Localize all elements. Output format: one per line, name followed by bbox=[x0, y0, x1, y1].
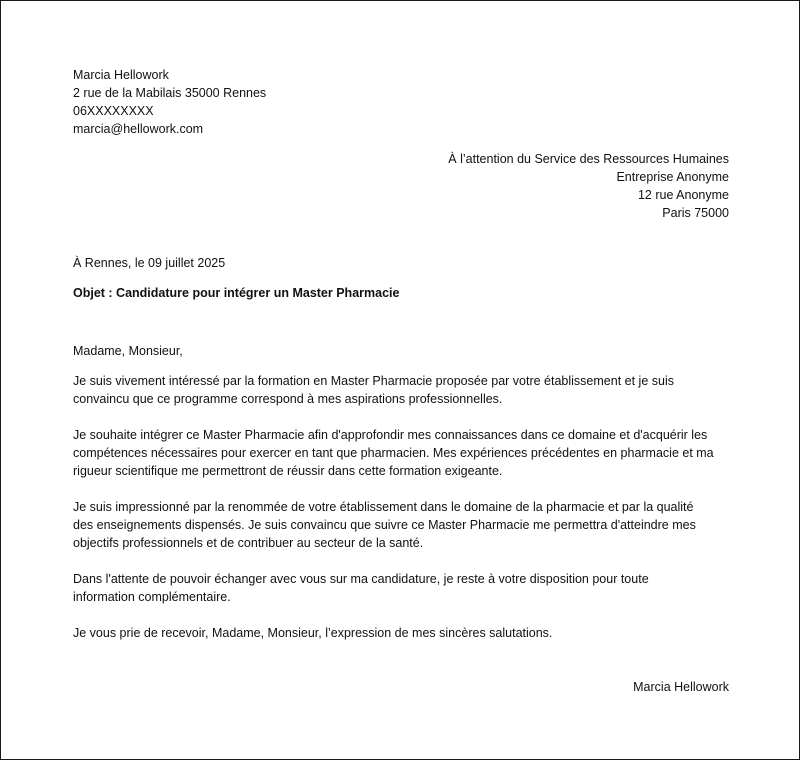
recipient-street: 12 rue Anonyme bbox=[637, 188, 729, 202]
paragraph-line: Je suis impressionné par la renommée de votre établissement dans le domaine de la pharmacie et par la qualité bbox=[73, 500, 694, 514]
sender-phone: 06XXXXXXXX bbox=[73, 104, 154, 118]
paragraph-line: information complémentaire. bbox=[73, 590, 231, 604]
paragraph-line: compétences nécessaires pour exercer en tant que pharmacien. Mes expériences précédentes en pharmacie et ma bbox=[73, 446, 714, 460]
paragraph-line: Dans l'attente de pouvoir échanger avec vous sur ma candidature, je reste à votre disposition pour toute bbox=[73, 572, 649, 586]
paragraph-line: rigueur scientifique me permettront de réussir dans cette formation exigeante. bbox=[73, 464, 503, 478]
recipient-attention: À l’attention du Service des Ressources Humaines bbox=[448, 152, 729, 166]
sender-name: Marcia Hellowork bbox=[73, 68, 169, 82]
sender-address: 2 rue de la Mabilais 35000 Rennes bbox=[73, 86, 267, 100]
body-paragraph bbox=[73, 372, 729, 408]
subject-line: Objet : Candidature pour intégrer un Master Pharmacie bbox=[73, 286, 400, 300]
paragraph-line: objectifs professionnels et de contribuer au secteur de la santé. bbox=[73, 536, 424, 550]
date-line: À Rennes, le 09 juillet 2025 bbox=[73, 256, 226, 270]
body-paragraph bbox=[73, 426, 729, 480]
paragraph-line: Je souhaite intégrer ce Master Pharmacie afin d'approfondir mes connaissances dans ce domaine et d'acquérir les bbox=[73, 428, 708, 442]
salutation: Madame, Monsieur, bbox=[73, 344, 183, 358]
paragraph-line: convaincu que ce programme correspond à mes aspirations professionnelles. bbox=[73, 392, 503, 406]
recipient-city: Paris 75000 bbox=[662, 206, 729, 220]
paragraph-line: des enseignements dispensés. Je suis convaincu que suivre ce Master Pharmacie me permettra d'atteindre mes bbox=[73, 518, 696, 532]
closing-paragraph bbox=[73, 624, 729, 642]
body-paragraph bbox=[73, 498, 729, 552]
paragraph-line: Je vous prie de recevoir, Madame, Monsieur, l’expression de mes sincères salutations. bbox=[73, 626, 553, 640]
body-paragraph bbox=[73, 570, 729, 606]
sender-email: marcia@hellowork.com bbox=[73, 122, 204, 136]
paragraph-line: Je suis vivement intéressé par la formation en Master Pharmacie proposée par votre établissement et je suis bbox=[73, 374, 674, 388]
signature: Marcia Hellowork bbox=[633, 680, 729, 694]
recipient-company: Entreprise Anonyme bbox=[616, 170, 729, 184]
recipient-block bbox=[73, 150, 729, 222]
sender-block bbox=[73, 66, 729, 138]
